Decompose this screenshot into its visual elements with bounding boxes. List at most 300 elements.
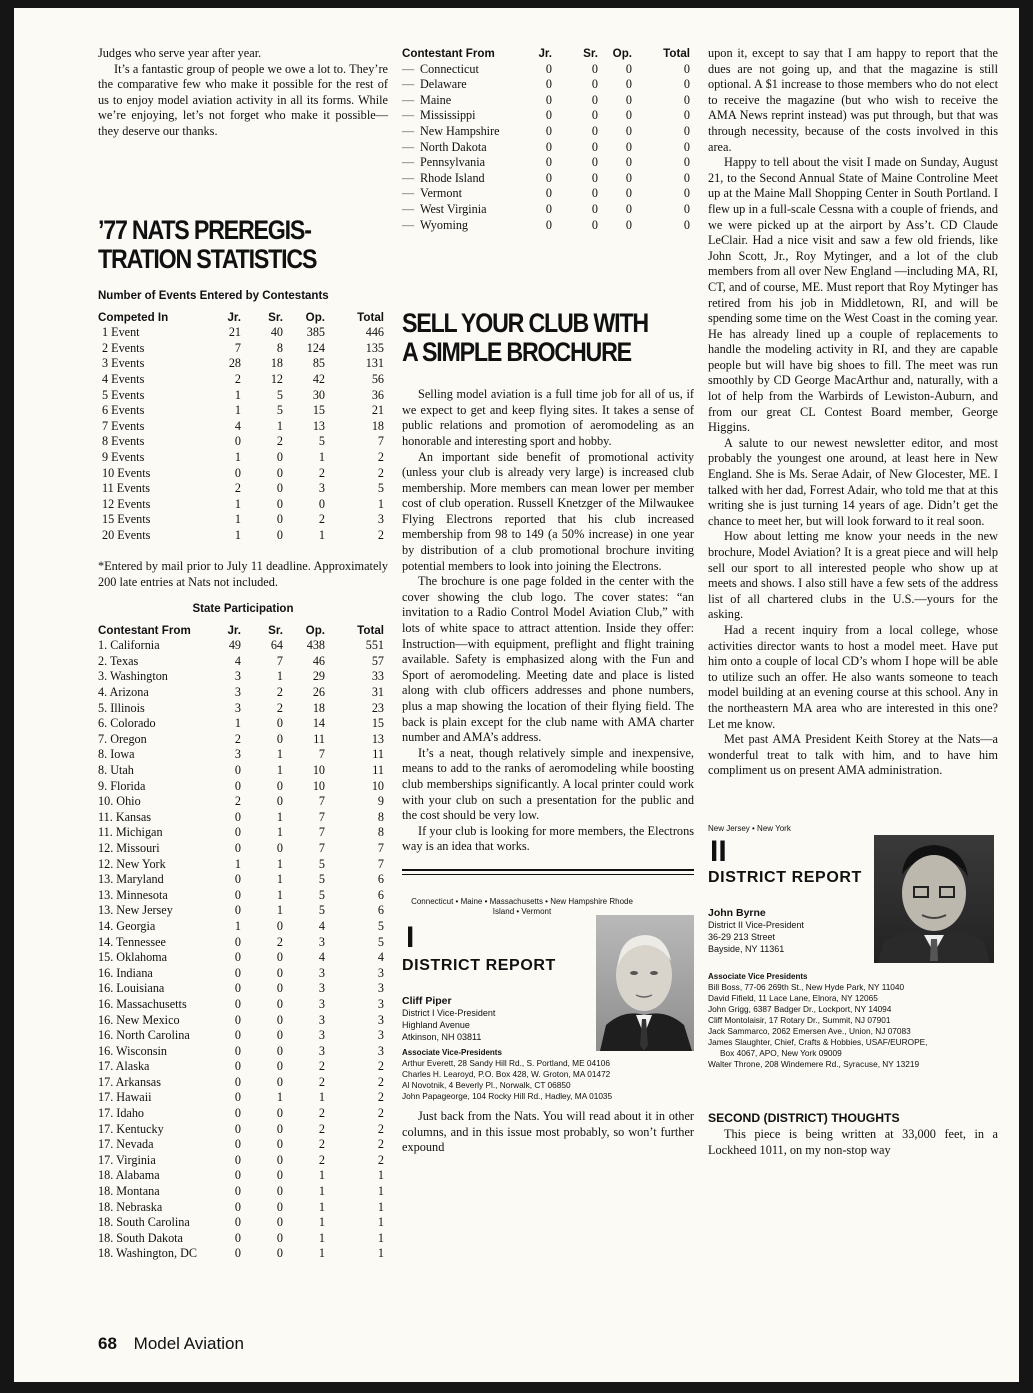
row-label: 15. Oklahoma [98,950,168,965]
cell-value: 0 [625,186,632,201]
district-2-address: 36-29 213 Street [708,931,776,942]
table-row [98,325,384,341]
table-row [98,966,384,982]
row-label [402,140,530,156]
cell-value: 0 [545,139,552,154]
cell-value: 0 [683,201,690,216]
column-middle [402,46,694,1156]
col-header: Competed In [98,310,169,324]
cell-value: 3 [318,1043,325,1058]
cell-value: 0 [234,434,241,449]
cell-value: 0 [234,1121,241,1136]
district-2-address: Bayside, NY 11361 [708,943,785,954]
article-paragraph: The brochure is one page folded in the center with the cover showing the club logo. The cover states: “an invitation to a Radio Control Model Aviation Club,” with lots of white space to attract attention. Inside they offer: Instruction—with equipment, preflight and flight training available. Safety is emphasized along with the Fun and Sport of aeromodeling. Meeting date and place is listed along with club officers addresses and phone numbers, plus a map showing the location of their flying field. The back is plain except for the club name with AMA charter number and AMA’s address. [402,574,694,745]
state-name: West Virginia [420,201,487,216]
cell-value: 3 [234,700,241,715]
cell-value: 438 [306,638,325,653]
row-label: 18. Washington, DC [98,1246,198,1261]
row-label: 16. Louisiana [98,981,165,996]
cell-value: 3 [318,1028,325,1043]
cell-value: 1 [377,1230,384,1245]
magazine-page [14,8,1019,1382]
cell-value: 0 [545,61,552,76]
cell-value: 0 [276,716,283,731]
table-row [98,872,384,888]
cell-value: 3 [377,965,384,980]
row-label: 9 Events [102,449,145,464]
cell-value: 36 [371,387,384,402]
cell-value: 3 [318,934,325,949]
cell-value: 3 [234,747,241,762]
row-label: 7 Events [102,418,145,433]
table-row [98,794,384,810]
cell-value: 1 [318,1230,325,1245]
district-1-assoc: John Papageorge, 104 Rocky Hill Rd., Hadley, MA 01035 [402,1090,613,1101]
district-1-assoc-title: Associate Vice-Presidents [402,1047,502,1057]
dash-mark: — [402,217,415,232]
cell-value: 1 [276,747,283,762]
row-label [402,62,530,78]
zero-header-row [402,46,690,62]
cell-value: 7 [377,856,384,871]
row-label: 10. Ohio [98,794,141,809]
cell-value: 2 [276,685,283,700]
row-label: 16. Wisconsin [98,1043,168,1058]
table-row [402,108,690,124]
cell-value: 26 [312,685,325,700]
cell-value: 1 [276,887,283,902]
table-row [98,388,384,404]
cell-value: 1 [377,1184,384,1199]
cell-value: 0 [276,950,283,965]
table-row [98,810,384,826]
cell-value: 0 [276,1059,283,1074]
portrait-illustration [596,915,694,1051]
cell-value: 0 [545,155,552,170]
cell-value: 3 [318,996,325,1011]
table-row [98,1059,384,1075]
cell-value: 3 [377,1012,384,1027]
table-row [98,732,384,748]
cell-value: 1 [318,1168,325,1183]
cell-value: 1 [318,1090,325,1105]
cell-value: 21 [371,403,384,418]
cell-value: 2 [377,449,384,464]
article-paragraph: upon it, except to say that I am happy to report that the dues are not going up, and that the magazine is still optional. A $1 increase to those members who do not elect to receive the magazine (but who wish to receive the AMA News reprint instead) was put through, but that was through necessity, because of the costs involved in this area. [708,46,998,154]
cell-value: 0 [545,217,552,232]
table-row [98,1122,384,1138]
cell-value: 1 [377,1246,384,1261]
table-row [402,186,690,202]
cell-value: 0 [545,170,552,185]
state-table [98,623,384,1262]
stats-headline: TRATION STATISTICS [98,243,317,274]
cell-value: 0 [591,170,598,185]
cell-value: 8 [377,809,384,824]
table-row [98,481,384,497]
page-footer [98,1334,244,1354]
cell-value: 3 [377,512,384,527]
cell-value: 18 [371,418,384,433]
cell-value: 0 [234,903,241,918]
cell-value: 31 [371,685,384,700]
row-label [402,171,530,187]
table-row [402,218,690,234]
table-row [98,638,384,654]
cell-value: 0 [276,1028,283,1043]
table-row [98,935,384,951]
cell-value: 0 [276,1137,283,1152]
cell-value: 0 [234,981,241,996]
cell-value: 12 [270,371,283,386]
col-header: Op. [305,623,325,637]
cell-value: 0 [276,1106,283,1121]
row-label: 15 Events [102,512,151,527]
district-2-assoc: John Grigg, 6387 Badger Dr., Lockport, NY 14094 [708,1003,892,1014]
cell-value: 0 [276,981,283,996]
district-1-vp-name: Cliff Piper [402,994,452,1007]
cell-value: 0 [234,1215,241,1230]
article-paragraph: Met past AMA President Keith Storey at the Nats—a wonderful treat to talk with him, and to have him compliment us on present AMA administration. [708,732,998,778]
cell-value: 0 [683,139,690,154]
table-row [98,747,384,763]
cell-value: 1 [377,496,384,511]
cell-value: 0 [683,186,690,201]
cell-value: 5 [318,434,325,449]
cell-value: 0 [276,1074,283,1089]
district-1-portrait [596,915,694,1051]
row-label: 17. Kentucky [98,1121,164,1136]
row-label: 13. New Jersey [98,903,173,918]
cell-value: 0 [234,1246,241,1261]
cell-value: 3 [377,1043,384,1058]
cell-value: 0 [276,1199,283,1214]
magazine-name: Model Aviation [133,1334,244,1353]
cell-value: 18 [270,356,283,371]
cell-value: 0 [234,763,241,777]
table-row [98,1028,384,1044]
cell-value: 0 [625,217,632,232]
cell-value: 0 [234,934,241,949]
cell-value: 0 [545,201,552,216]
district-1-title: DISTRICT REPORT [402,956,556,974]
cell-value: 0 [625,139,632,154]
cell-value: 0 [683,108,690,123]
table-row [98,1200,384,1216]
cell-value: 1 [276,418,283,433]
cell-value: 28 [228,356,241,371]
brochure-headline: A SIMPLE BROCHURE [402,337,631,368]
cell-value: 10 [312,763,325,777]
district-1-vp-role: District I Vice-President [402,1007,496,1018]
cell-value: 0 [591,108,598,123]
cell-value: 10 [312,778,325,793]
cell-value: 18 [312,700,325,715]
row-label: 11. Michigan [98,825,163,840]
row-label: 1 Event [102,325,140,340]
cell-value: 0 [683,92,690,107]
table-row [98,669,384,685]
cell-value: 0 [234,1043,241,1058]
district-1-assoc: Arthur Everett, 28 Sandy Hill Rd., S. Portland, ME 04106 [402,1057,610,1068]
district-2-assoc: David Fifield, 11 Lace Lane, Elnora, NY 12065 [708,992,878,1003]
cell-value: 0 [234,809,241,824]
cell-value: 1 [234,496,241,511]
cell-value: 7 [377,434,384,449]
table-row [98,701,384,717]
table-row [98,1044,384,1060]
cell-value: 23 [371,700,384,715]
state-name: Connecticut [420,61,479,76]
cell-value: 2 [318,1106,325,1121]
cell-value: 3 [234,669,241,684]
page-number: 68 [98,1334,117,1353]
cell-value: 0 [276,465,283,480]
cell-value: 1 [234,449,241,464]
state-name: Vermont [420,186,462,201]
cell-value: 5 [318,903,325,918]
col-header: Contestant From [402,47,495,60]
cell-value: 30 [312,387,325,402]
cell-value: 2 [377,1121,384,1136]
cell-value: 1 [377,1199,384,1214]
cell-value: 1 [318,1215,325,1230]
cell-value: 57 [371,653,384,668]
article-paragraph: It’s a neat, though relatively simple and inexpensive, means to add to the ranks of aeromodeling while boosting club memberships significantly. A local printer could work with your club on such a presentation for the public and the cost should be very low. [402,745,694,823]
cell-value: 0 [545,186,552,201]
row-label: 8 Events [102,434,145,449]
row-label: 11 Events [102,481,150,496]
district-2-vp-name: John Byrne [708,906,766,919]
district-2-assoc: Walter Throne, 208 Windemere Rd., Syracuse, NY 13219 [708,1058,920,1069]
district-1-body: Just back from the Nats. You will read about it in other columns, and in this issue most probably, so won’t further expound [402,1108,694,1155]
cell-value: 0 [276,731,283,746]
table-row [98,981,384,997]
events-table-title: Number of Events Entered by Contestants [98,289,329,302]
row-label: 7. Oregon [98,731,147,746]
cell-value: 0 [276,778,283,793]
article-paragraph: Selling model aviation is a full time job for all of us, if we expect to get and keep flying sites. It takes a sense of public relations and promotion of aeromodeling as an honorable and interesting sport and hobby. [402,387,694,448]
row-label: 12. Missouri [98,840,160,855]
cell-value: 0 [234,965,241,980]
cell-value: 2 [234,794,241,809]
cell-value: 0 [276,481,283,496]
brochure-headline: SELL YOUR CLUB WITH [402,308,648,339]
table-row [98,497,384,513]
article-paragraph: If your club is looking for more members, the Electrons way is an idea that works. [402,823,694,854]
cell-value: 135 [365,340,384,355]
cell-value: 5 [377,481,384,496]
row-label: 20 Events [102,527,151,542]
cell-value: 2 [318,1137,325,1152]
row-label: 8. Iowa [98,747,135,762]
col-header: Op. [612,47,632,60]
stats-headline: ’77 NATS PREREGIS- [98,214,311,245]
cell-value: 0 [276,496,283,511]
table-row [98,341,384,357]
table-row [98,841,384,857]
cell-value: 8 [276,340,283,355]
table-row [98,1106,384,1122]
cell-value: 4 [234,653,241,668]
cell-value: 0 [234,1184,241,1199]
cell-value: 0 [234,1012,241,1027]
cell-value: 0 [276,918,283,933]
row-label: 6. Colorado [98,716,156,731]
row-label: 17. Arkansas [98,1074,161,1089]
row-label: 17. Idaho [98,1106,145,1121]
cell-value: 0 [234,950,241,965]
cell-value: 1 [318,1184,325,1199]
district-2-body: This piece is being written at 33,000 feet, in a Lockheed 1011, on my non-stop way [708,1126,998,1157]
cell-value: 0 [276,1246,283,1261]
cell-value: 1 [234,527,241,542]
cell-value: 0 [234,1090,241,1105]
cell-value: 9 [377,794,384,809]
cell-value: 0 [545,108,552,123]
district-2-assoc: James Slaughter, Chief, Crafts & Hobbies, USAF/EUROPE, [708,1036,928,1047]
cell-value: 0 [276,840,283,855]
cell-value: 2 [318,1152,325,1167]
row-label: 18. South Dakota [98,1230,183,1245]
cell-value: 1 [318,1246,325,1261]
cell-value: 0 [591,186,598,201]
row-label [402,124,530,140]
row-label: 17. Nevada [98,1137,154,1152]
district-2-assoc-title: Associate Vice Presidents [708,971,808,981]
dash-mark: — [402,108,415,123]
district-2-portrait [874,835,994,963]
table-row [98,1013,384,1029]
row-label: 5 Events [102,387,145,402]
row-label: 16. New Mexico [98,1012,180,1027]
row-label: 4. Arizona [98,685,149,700]
state-name: Delaware [420,77,467,92]
cell-value: 0 [591,123,598,138]
cell-value: 0 [276,1152,283,1167]
state-table-title: State Participation [192,602,294,615]
cell-value: 2 [234,731,241,746]
row-label: 13. Minnesota [98,887,168,902]
cell-value: 0 [234,1074,241,1089]
cell-value: 42 [312,371,325,386]
table-row [98,1184,384,1200]
table-row [98,1215,384,1231]
cell-value: 3 [318,965,325,980]
table-row [402,62,690,78]
table-row [402,124,690,140]
district-1-box [402,875,694,1101]
cell-value: 0 [276,1184,283,1199]
row-label: 10 Events [102,465,151,480]
dash-mark: — [402,61,415,76]
table-row [98,919,384,935]
cell-value: 0 [683,170,690,185]
col-header: Jr. [538,47,552,60]
cell-value: 2 [377,1106,384,1121]
cell-value: 2 [377,1059,384,1074]
cell-value: 131 [365,356,384,371]
zero-state-table [402,46,690,233]
cell-value: 0 [234,872,241,887]
row-label: 18. Nebraska [98,1199,163,1214]
cell-value: 0 [591,201,598,216]
cell-value: 7 [318,825,325,840]
cell-value: 1 [377,1215,384,1230]
cell-value: 0 [625,201,632,216]
row-label: 13. Maryland [98,872,164,887]
cell-value: 2 [318,512,325,527]
district-2-assoc: Jack Sammarco, 2062 Emersen Ave., Union, NJ 07083 [708,1025,911,1036]
dash-mark: — [402,155,415,170]
cell-value: 13 [312,418,325,433]
row-label [402,77,530,93]
col-header: Sr. [268,310,283,324]
row-label: 1. California [98,638,160,653]
cell-value: 0 [545,77,552,92]
cell-value: 0 [276,996,283,1011]
cell-value: 4 [377,950,384,965]
cell-value: 0 [591,155,598,170]
row-label: 17. Hawaii [98,1090,152,1105]
cell-value: 2 [276,700,283,715]
cell-value: 0 [234,1137,241,1152]
district-2-assoc: Box 4067, APO, New York 09009 [720,1047,842,1058]
row-label: 11. Kansas [98,809,152,824]
dash-mark: — [402,139,415,154]
row-label: 14. Tennessee [98,934,166,949]
cell-value: 1 [234,856,241,871]
row-label: 5. Illinois [98,700,145,715]
table-row [98,528,384,544]
cell-value: 5 [318,872,325,887]
row-label: 16. Indiana [98,965,153,980]
cell-value: 5 [377,918,384,933]
article-paragraph: How about letting me know your needs in the new brochure, Model Aviation? It is a great piece and will help sell our sport to all interested people who show up at meets and shows. I also still have a few sets of the address list of all chartered clubs in the U.S.—yours for the asking. [708,529,998,622]
cell-value: 21 [228,325,241,340]
table-row [402,140,690,156]
table-row [98,825,384,841]
row-label [402,186,530,202]
row-label: 6 Events [102,403,145,418]
cell-value: 1 [276,669,283,684]
state-name: North Dakota [420,139,487,154]
cell-value: 7 [318,747,325,762]
row-label: 3 Events [102,356,145,371]
table-row [98,1137,384,1153]
row-label [402,202,530,218]
entries-note: *Entered by mail prior to July 11 deadline. Approximately 200 late entries at Nats not included. [98,559,388,590]
row-label: 18. Montana [98,1184,160,1199]
cell-value: 40 [270,325,283,340]
events-header-row [98,310,384,326]
table-row [98,903,384,919]
cell-value: 6 [377,903,384,918]
cell-value: 0 [234,1152,241,1167]
state-name: Maine [420,92,452,107]
cell-value: 15 [371,716,384,731]
cell-value: 7 [318,840,325,855]
row-label: 17. Alaska [98,1059,150,1074]
cell-value: 0 [234,1230,241,1245]
col-header: Sr. [583,47,598,60]
portrait-illustration [874,835,994,963]
cell-value: 551 [365,638,384,653]
cell-value: 1 [318,527,325,542]
cell-value: 1 [377,1168,384,1183]
state-name: Mississippi [420,108,476,123]
cell-value: 1 [276,1090,283,1105]
